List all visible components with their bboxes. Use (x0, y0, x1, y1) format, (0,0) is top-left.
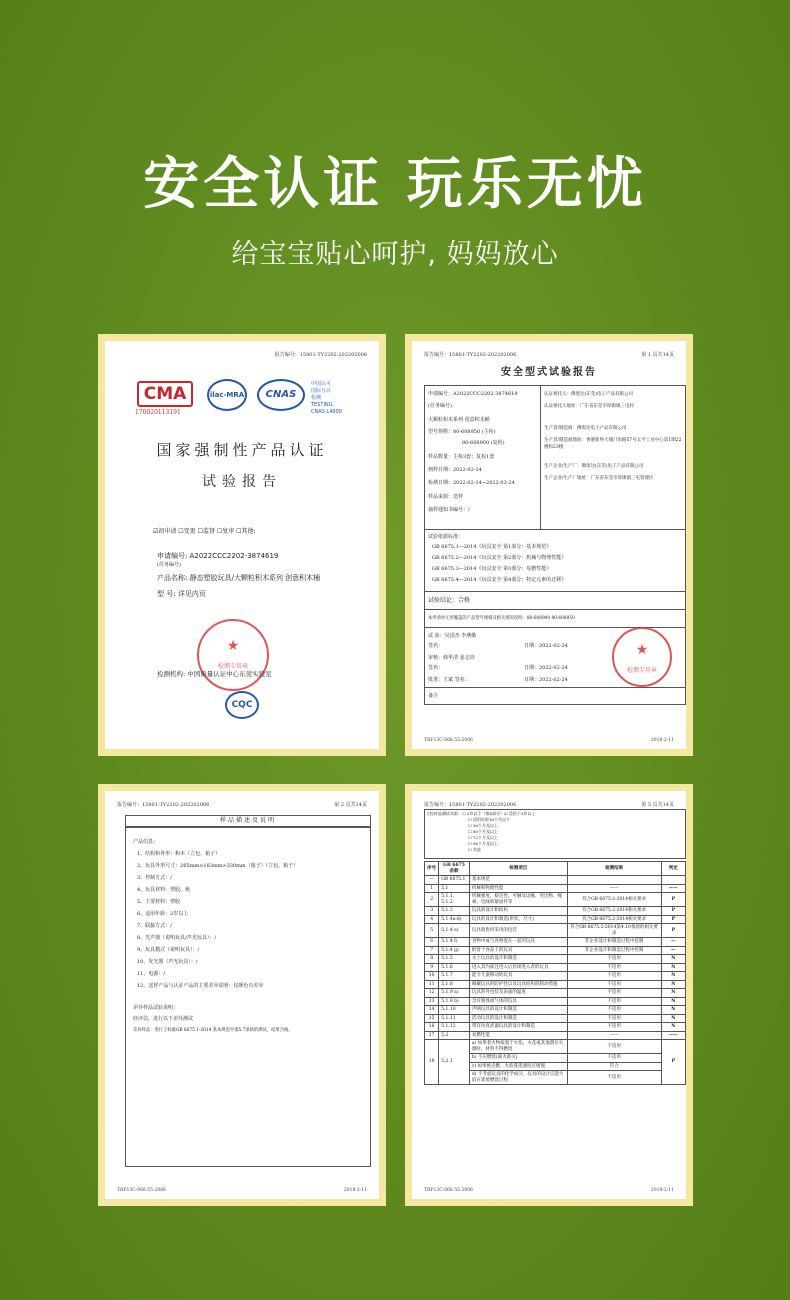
test-results-table (424, 861, 686, 1085)
table-cell: 5.1.4 f) (439, 938, 470, 947)
table-cell: P (661, 907, 685, 916)
table-cell: b) 不应燃烧(离火即灭) (469, 1054, 567, 1063)
age-line: 主检样品测试年龄：☐ 3岁以下（第4部分）☑ 适用于3岁以上 (426, 811, 536, 816)
info-line: 产品信息： (133, 839, 159, 845)
age-line: ☐ 其他 (468, 847, 481, 852)
report-number: 报告编号：15801-TY2202-202202006 (424, 802, 517, 808)
divider (540, 385, 541, 529)
ilac-mra-logo: ilac-MRA (207, 379, 247, 411)
table-row (425, 924, 686, 938)
table-row (425, 884, 686, 893)
page-number: 第 2 页共14页 (334, 802, 367, 808)
cover-subtitle: 试验报告 (202, 474, 282, 490)
table-cell: 不适用 (567, 963, 661, 972)
table-cell: 7 (425, 946, 439, 955)
table-cell: 符合 (567, 1062, 661, 1071)
table-row (425, 980, 686, 989)
age-line: ☐ 72个月及以上 (468, 835, 498, 840)
table-cell: P (661, 1040, 685, 1085)
basis-standard: GB 6675.4—2014《玩具安全 第4部分：特定元素的迁移》 (432, 577, 567, 583)
table-cell: 5.1.4a-d) (439, 915, 470, 924)
table-cell: 14 (425, 1006, 439, 1015)
table-cell: P (661, 915, 685, 924)
sign-date: 日期：2022-02-24 (524, 677, 568, 683)
cma-number: 170020113191 (135, 409, 181, 416)
table-cell: 6 (425, 938, 439, 947)
table-row (425, 938, 686, 947)
cnas-logo: CNAS (257, 379, 305, 411)
age-line: ☐ 适用年龄18个月以下 (468, 817, 510, 822)
table-cell: d) 不考虑玩具的化学成分，玩具的设计应能火焰在延缓燃烧过程 (469, 1071, 567, 1085)
table-cell: 5.1.4 e) (439, 924, 470, 938)
table-cell: 玩具的外包装及表面的温度 (469, 989, 567, 998)
lab-seal-stamp: ★ 检测专用章 (197, 619, 269, 691)
info-row: 认证委托人：佛奥达(东莞)电子产品有限公司 (544, 392, 634, 397)
table-cell: 3 (425, 907, 439, 916)
info-row: 认证委托人地址：广东省东莞市厚街镇三屯村 (544, 404, 634, 409)
table-cell: N (661, 989, 685, 998)
info-line: 1、结构和外形：积木（立包、箱子） (137, 851, 221, 857)
table-row (425, 1023, 686, 1032)
table-cell: 不适用 (567, 972, 661, 981)
difference-line: 差异样品：进行了标准GB 6675.1-2014 基本规范中第5.7条款的测试，结果合格。 (133, 1028, 293, 1033)
table-cell: 不适用 (567, 1023, 661, 1032)
table-cell: 符合GB 6675.2-2014相关要求 (567, 907, 661, 916)
sample-description-page (105, 791, 379, 1199)
test-conclusion: 试验结论：合格 (428, 597, 471, 604)
certificate-card-1[interactable] (98, 334, 386, 756)
apply-number-row: 申请编号: A2022CCC2202-3874619 (157, 552, 279, 560)
table-cell: 5.1.11 (439, 1014, 470, 1023)
table-header-row (425, 862, 686, 876)
table-cell: 5.1.4 g) (439, 946, 470, 955)
table-cell: 附着于食品上的玩具 (469, 946, 567, 955)
col-header: 检测结果 (567, 862, 661, 876)
table-cell: 1 (425, 884, 439, 893)
info-row: 申请编号：A2022CCC2202-3874619 (428, 391, 518, 397)
table-cell: 4 (425, 915, 439, 924)
info-line: 8、光声器（说明玩具/声光玩具）：/ (137, 935, 217, 941)
table-cell: 玩具的设计和制造(形状、尺寸) (469, 915, 567, 924)
table-cell: 佩戴玩具的防护性以及玩具结构的制动措施 (469, 980, 567, 989)
table-cell: 玩具的设计和结构 (469, 907, 567, 916)
table-cell: 食物中或与食物混在一起的玩具 (469, 938, 567, 947)
table-cell: 5.2.1 (439, 1040, 470, 1085)
col-header: GB 6675条款 (439, 862, 470, 876)
divider (424, 687, 686, 688)
table-cell: 含有液体或气体的玩具 (469, 997, 567, 1006)
sign-date: 日期：2022-02-24 (524, 665, 568, 671)
hero-subtitle: 给宝宝贴心呵护, 妈妈放心 (231, 239, 559, 270)
table-cell: 2 (425, 893, 439, 907)
age-line: ☐ 36个月及以上 (468, 823, 498, 828)
col-header: 检测项目 (469, 862, 567, 876)
info-row: 型号规格：80-608950 (主检) (428, 429, 496, 435)
sign-row: 签名： (428, 665, 444, 671)
info-row: 样品来源：送样 (428, 494, 464, 500)
task-number-label: (任务编号) (157, 562, 181, 568)
basis-standard: GB 6675.3—2014《玩具安全 第3部分：易燃性能》 (432, 566, 552, 572)
table-cell: 5.1.9 a) (439, 989, 470, 998)
table-cell: P (661, 924, 685, 938)
table-cell: 5.2 (439, 1031, 470, 1040)
info-line: 4、玩具材料：塑胶、纸 (137, 887, 191, 893)
table-cell: 不适用 (567, 1014, 661, 1023)
form-date: 2018-2-11 (650, 1188, 674, 1193)
table-cell: 12 (425, 989, 439, 998)
divider (424, 591, 686, 592)
hero-title: 安全认证 玩乐无忧 (143, 152, 647, 217)
cnas-caption: 中国认可 国际互认 检测 TESTING CNAS L4900 (311, 381, 342, 415)
table-cell: GB 6675.1 (439, 876, 470, 885)
table-cell: 不适用 (567, 989, 661, 998)
table-cell: — (425, 876, 439, 885)
table-cell: — (661, 946, 685, 955)
table-cell: 不适用 (567, 1054, 661, 1063)
table-row (425, 997, 686, 1006)
info-line: 7、联接方式：/ (137, 923, 172, 929)
info-row: 到样日期：2022-02-14 (428, 467, 482, 473)
table-cell: 5.1.7 (439, 972, 470, 981)
form-date: 2018-2-11 (343, 1188, 367, 1193)
info-row: 检测日期：2022-02-14~2022-02-24 (428, 480, 515, 486)
cover-title: 国家强制性产品认证 (156, 441, 328, 459)
table-cell: 非企业设计和制造过程中控制 (567, 946, 661, 955)
table-cell: N (661, 1023, 685, 1032)
table-cell: 18 (425, 1040, 439, 1085)
form-code: TRF13C-068.55-2006 (424, 1188, 473, 1193)
col-header: 判定 (661, 862, 685, 876)
table-cell: 15 (425, 1014, 439, 1023)
table-row (425, 1014, 686, 1023)
info-line: 10、发光器（声光玩具）：/ (137, 959, 198, 965)
table-cell: 5.1.6 (439, 963, 470, 972)
table-cell: 10 (425, 972, 439, 981)
age-group-frame (424, 809, 686, 859)
info-line: 11、电源：/ (137, 971, 166, 977)
table-cell: a) 如果着火物质置于火焰，火花或其他潜在火源时，材料不得燃烧 (469, 1040, 567, 1054)
report-number: 报告编号：15801-TY2202-202202006 (274, 352, 367, 358)
sign-date: 日期：2022-02-24 (524, 643, 568, 649)
table-cell: N (661, 972, 685, 981)
form-date: 2018-2-11 (650, 738, 674, 743)
report-title: 安全型式试验报告 (501, 367, 597, 378)
table-cell: N (661, 1014, 685, 1023)
table-row (425, 955, 686, 964)
table-row (425, 1031, 686, 1040)
table-cell: 5.1.3 (439, 907, 470, 916)
table-cell: 不适用 (567, 997, 661, 1006)
table-cell: 5.1.9 b) (439, 997, 470, 1006)
table-cell: 活动玩具的设计和制造 (469, 1014, 567, 1023)
table-row (425, 907, 686, 916)
table-cell: 5 (425, 924, 439, 938)
table-cell: c) 如果被点燃，火焰蔓延速度应缓慢 (469, 1062, 567, 1071)
info-line: 5、主要材料：塑胶 (137, 899, 181, 905)
coverage-note: 本申请单元所覆盖的产品型号规格及相关情况说明：80-608900 80-608950 (428, 616, 575, 621)
sign-row: 试 验：吴国杰 李燕娥 (428, 633, 477, 639)
divider (424, 529, 686, 530)
info-row: 生产者/制造商地址：香港新界大埔汀角路57号太平工业中心第1期22楼和23楼 (544, 438, 682, 450)
info-row: 80-608900 (复检) (462, 440, 505, 446)
info-line: 3、控制方式：/ (137, 875, 172, 881)
divider (424, 609, 686, 610)
table-row (425, 963, 686, 972)
age-line: ☐ 60个月及以上 (468, 829, 498, 834)
table-cell: 符合GB 6675.2-2014相关要求 (567, 915, 661, 924)
table-cell: 5.1.10 (439, 1006, 470, 1015)
table-cell: 进入其内部且进入后封闭进入者的玩具 (469, 963, 567, 972)
table-cell: N (661, 997, 685, 1006)
difference-title: 差异样品试验说明： (133, 1005, 179, 1011)
age-line: ☐ 96个月及以上 (468, 841, 498, 846)
table-cell: 基本规范 (469, 876, 567, 885)
cma-logo: CMA (137, 381, 193, 407)
certificate-card-4[interactable] (405, 784, 693, 1206)
sign-row: 批准：王斌 签名： (428, 677, 470, 683)
sign-row: 签名： (428, 643, 444, 649)
table-cell: 能令儿童移动的玩具 (469, 972, 567, 981)
test-results-page (412, 791, 686, 1199)
table-cell: 带有仿真武器玩具的设计和制造 (469, 1023, 567, 1032)
table-cell: 符合GB 6675.2-2014第4.10条款的相关要求 (567, 924, 661, 938)
info-row: (任务编号) (428, 403, 452, 409)
sign-row: 审核：韩华清 姜志钧 (428, 655, 475, 661)
table-row (425, 946, 686, 955)
report-number: 报告编号：15801-TY2202-202202006 (424, 352, 517, 358)
info-line: 2、玩具外形尺寸：265mm×183mm×330mm（箱子）（立包、箱子） (137, 863, 299, 869)
table-cell: N (661, 963, 685, 972)
table-cell: —— (661, 884, 685, 893)
info-row: 抽样通知书编号：/ (428, 507, 470, 513)
difference-line: 经评估，进行以下差异测试 (133, 1016, 194, 1022)
table-cell: —— (661, 1031, 685, 1040)
table-cell: 机械和物理性能 (469, 884, 567, 893)
table-cell: 水上玩具的设计和制造 (469, 955, 567, 964)
info-row: 生产企业/生产厂地址：广东省东莞市厚街镇三屯管理区 (544, 476, 654, 481)
model-row: 型 号: 详见内页 (157, 590, 206, 598)
table-row (425, 893, 686, 907)
table-cell: 不适用 (567, 955, 661, 964)
table-cell: 5.1.8 (439, 980, 470, 989)
table-cell: 不适用 (567, 980, 661, 989)
table-row (425, 1006, 686, 1015)
remark-label: 备注 (428, 693, 439, 699)
table-row (425, 989, 686, 998)
table-cell: P (661, 893, 685, 907)
table-cell: 17 (425, 1031, 439, 1040)
table-cell: —— (567, 1031, 661, 1040)
page-number: 第 5 页共14页 (641, 802, 674, 808)
report-number: 报告编号：15801-TY2202-202202006 (117, 802, 210, 808)
table-cell: 不适用 (567, 1006, 661, 1015)
table-row (425, 876, 686, 885)
certificate-cover-page (105, 341, 379, 749)
table-cell (567, 876, 661, 885)
table-cell (661, 876, 685, 885)
table-cell: 玩具销售时采用的包装 (469, 924, 567, 938)
info-line: 9、玩具模式（说明玩具）：/ (137, 947, 200, 953)
form-code: TRF13C-068.55-2006 (424, 738, 473, 743)
table-cell: 9 (425, 963, 439, 972)
basis-label: 试验依据标准： (428, 534, 464, 540)
info-row: 大颗粒积木系列 创意积木桶 (428, 417, 490, 423)
table-cell: 5.1 (439, 884, 470, 893)
testing-lab-row: 检测机构: 中国质量认证中心东莞实验室 (157, 670, 272, 678)
certificate-card-2[interactable] (405, 334, 693, 756)
info-line: 12、送样产品与认证产品的主要差异说明：仅颜色有差异 (137, 983, 264, 989)
table-cell: 5.1.1、5.1.2 (439, 893, 470, 907)
table-cell: 符合GB 6675.2-2014相关要求 (567, 893, 661, 907)
table-cell: 8 (425, 955, 439, 964)
table-cell: 5.1.12 (439, 1023, 470, 1032)
lab-seal-stamp: ★ 检测专用章 (612, 627, 672, 687)
table-cell: — (661, 938, 685, 947)
table-cell: 不适用 (567, 1071, 661, 1085)
cqc-logo: CQC (225, 691, 259, 719)
table-row (425, 915, 686, 924)
info-row: 生产者/制造商：佛奥达电子产品有限公司 (544, 426, 627, 431)
basis-standard: GB 6675.2—2014《玩具安全 第2部分：机械与物理性能》 (432, 555, 567, 561)
table-cell: N (661, 955, 685, 964)
info-row: 样品数量：主检3套；复检1套 (428, 454, 495, 460)
basis-standard: GB 6675.1—2014《玩具安全 第1部分：基本规范》 (432, 544, 552, 550)
info-row: 生产企业/生产厂：佛奥达(东莞)电子产品有限公司 (544, 464, 644, 469)
application-type-checkboxes: ☑初申请 ☐变更 ☐监督 ☐复审 ☐其他: (153, 528, 256, 535)
table-cell: 不适用 (567, 1040, 661, 1054)
table-cell: 16 (425, 1023, 439, 1032)
form-code: TRF13C-068.55-2006 (117, 1188, 166, 1193)
table-cell: 13 (425, 997, 439, 1006)
certificate-card-3[interactable] (98, 784, 386, 1206)
product-name-row: 产品名称: 静态塑胶玩具/大颗粒积木系列 创意积木桶 (157, 574, 321, 582)
table-cell: 非企业设计和制造过程中控制 (567, 938, 661, 947)
table-cell: N (661, 980, 685, 989)
table-row (425, 1040, 686, 1054)
table-cell: 易燃性能 (469, 1031, 567, 1040)
table-cell: 机械强度、稳定性、可触及边缘、突出物、绳索、电线和紧固件等 (469, 893, 567, 907)
table-cell: —— (567, 884, 661, 893)
table-cell: N (661, 1006, 685, 1015)
type-test-report-page (412, 341, 686, 749)
table-cell: 声响玩具的设计和制造 (469, 1006, 567, 1015)
page-number: 第 1 页共14页 (641, 352, 674, 358)
table-cell: 5.1.5 (439, 955, 470, 964)
table-row (425, 972, 686, 981)
col-header: 序号 (425, 862, 439, 876)
table-cell: 11 (425, 980, 439, 989)
info-line: 6、适用年龄：2岁以上 (137, 911, 189, 917)
section-title: 样品描述及说明 (125, 815, 371, 827)
